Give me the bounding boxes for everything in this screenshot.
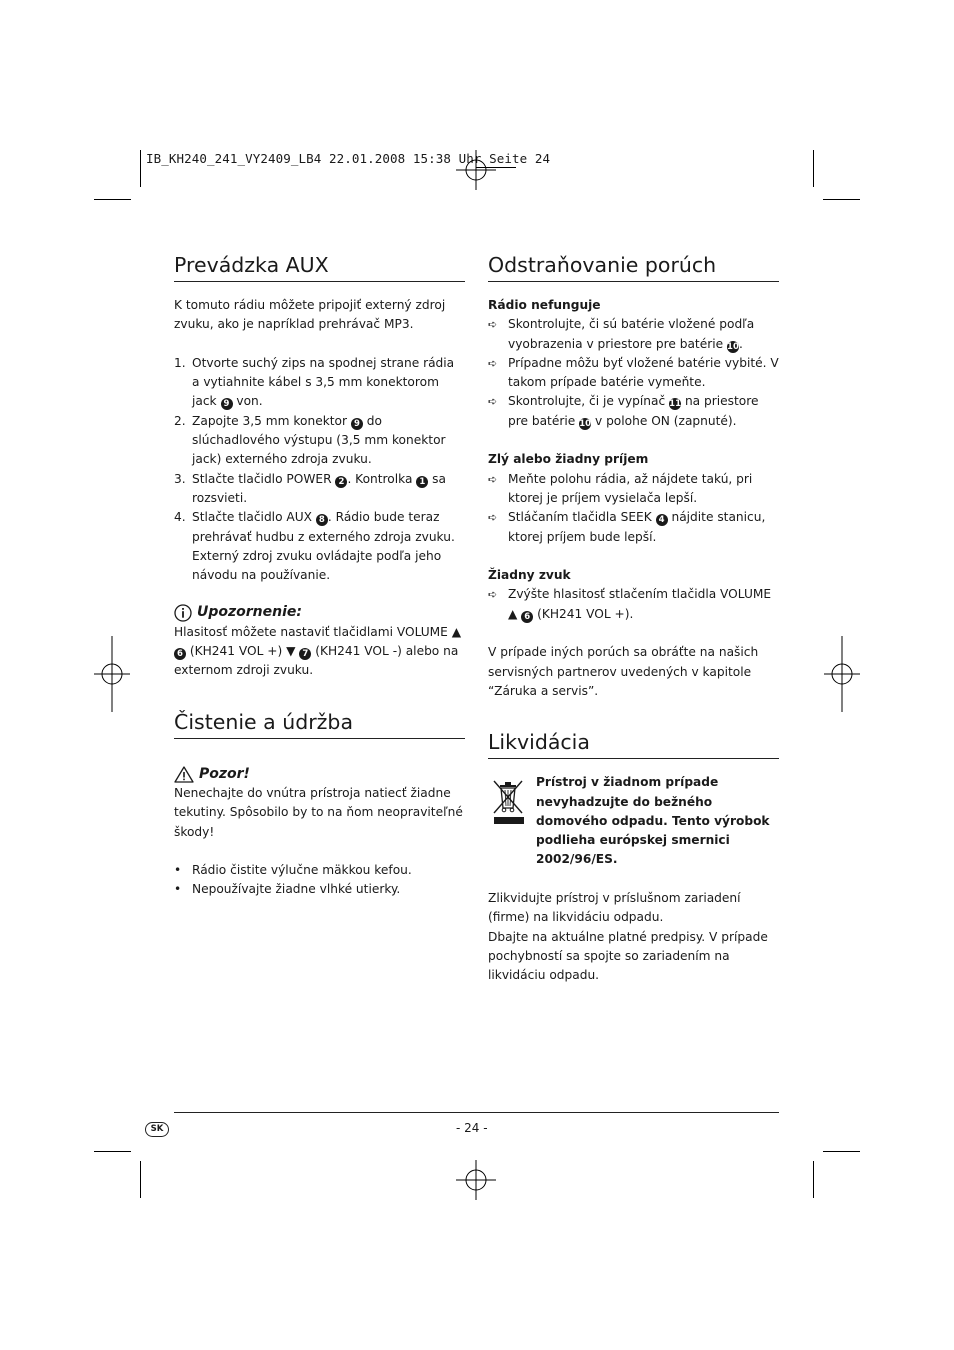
language-badge: SK [145,1122,169,1137]
list-item: 3. Stlačte tlačidlo POWER 2 . Kontrolka 1 sa rozsvieti. [174,471,447,505]
list-item: ➪ Prípadne môžu byť vložené batérie vybité. V takom prípade batérie vymeňte. [488,355,779,390]
note-heading: Upozornenie: [174,603,465,622]
registration-mark-icon [456,1160,496,1200]
disposal-notice [488,773,779,869]
registration-mark-icon [456,150,496,190]
registration-mark-icon [822,636,862,712]
callout-number: 6 [174,648,186,660]
callout-number: 10 [727,341,739,352]
disposal-paragraph: Dbajte na aktuálne platné predpisy. V prípade pochybností sa spojte so zariadením na likvidáciu odpadu. [488,929,768,983]
callout-number: 4 [656,514,668,526]
crossed-bin-icon [488,775,528,827]
callout-number: 7 [299,648,311,660]
crop-mark [140,1161,141,1198]
callout-number: 10 [579,418,592,429]
note-text: Hlasitosť môžete nastaviť tlačidlami VOLUME ▲ 6 (KH241 VOL +) ▼ 7 (KH241 VOL -) alebo na externom zdroji zvuku. [174,624,462,678]
troubleshooting-outro: V prípade iných porúch sa obráťte na našich servisných partnerov uvedených v kapitole “Záruka a servis”. [488,645,759,698]
subheading: Zlý alebo žiadny príjem [488,452,649,467]
callout-number: 8 [316,514,328,526]
callout-number: 6 [521,611,533,623]
list-item: ➪ Skontrolujte, či je vypínač 11 na priestore pre batérie 10 v polohe ON (zapnuté). [488,394,759,429]
right-column [488,252,779,986]
crop-mark [823,1151,860,1152]
subheading: Rádio nefunguje [488,298,601,312]
crop-mark [813,150,814,187]
crop-mark [94,199,131,200]
list-item: ➪ Stláčaním tlačidla SEEK 4 nájdite stanicu, ktorej príjem bude lepší. [488,510,766,544]
list-item: 1. Otvorte suchý zips na spodnej strane rádia a vytiahnite kábel s 3,5 mm konektorom jack 9 von. [174,355,455,410]
list-item: ➪ Skontrolujte, či sú batérie vložené podľa vyobrazenia v priestore pre batérie 10. [488,317,755,352]
disposal-paragraph: Zlikvidujte prístroj v príslušnom zariadení (firme) na likvidáciu odpadu. [488,891,741,925]
crop-mark [823,199,860,200]
crop-mark [94,1151,131,1152]
page-number: - 24 - [456,1121,488,1135]
callout-number: 9 [351,418,363,430]
subheading: Žiadny zvuk [488,568,571,583]
list-item: 2. Zapojte 3,5 mm konektor 9 do slúchadlového výstupu (3,5 mm konektor jack) externého zdroja zvuku. [174,413,446,467]
section-title-aux: Prevádzka AUX [174,252,465,282]
callout-number: 2 [335,476,347,488]
section-title-disposal: Likvidácia [488,729,779,759]
list-item: • Nepoužívajte žiadne vlhké utierky. [174,882,401,897]
footer-rule [174,1112,779,1113]
crop-mark [140,150,141,187]
callout-number: 9 [221,398,233,410]
section-title-troubleshooting: Odstraňovanie porúch [488,252,779,282]
print-slug: IB_KH240_241_VY2409_LB4 22.01.2008 15:38 Uhr Seite 24 [146,151,551,166]
callout-number: 11 [669,399,681,410]
callout-number: 1 [416,476,428,488]
list-item: ➪ Meňte polohu rádia, až nájdete takú, pri ktorej je príjem vysielača lepší. [488,471,753,505]
left-column [174,252,465,900]
info-icon [174,604,192,622]
list-item: • Rádio čistite výlučne mäkkou kefou. [174,863,412,878]
section-title-care: Čistenie a údržba [174,709,465,739]
crop-mark [813,1161,814,1198]
warning-text: Nenechajte do vnútra prístroja natiecť žiadne tekutiny. Spôsobilo by to na ňom neopraviteľné škody! [174,785,463,839]
warning-triangle-icon [174,766,194,783]
aux-intro: K tomuto rádiu môžete pripojiť externý zdroj zvuku, ako je napríklad prehrávač MP3. [174,298,446,332]
warning-heading: Pozor! [174,765,465,784]
disposal-bold-text: Prístroj v žiadnom prípade nevyhadzujte do bežného domového odpadu. Tento výrobok podlieha európskej smernici 2002/96/ES. [536,775,770,867]
list-item: ➪ Zvýšte hlasitosť stlačením tlačidla VOLUME ▲ 6 (KH241 VOL +). [488,587,772,622]
list-item: 4. Stlačte tlačidlo AUX 8 . Rádio bude teraz prehrávať hudbu z externého zdroja zvuku. Externý zdroj zvuku ovládajte podľa jeho návodu na používanie. [174,510,455,583]
registration-mark-icon [94,636,134,712]
